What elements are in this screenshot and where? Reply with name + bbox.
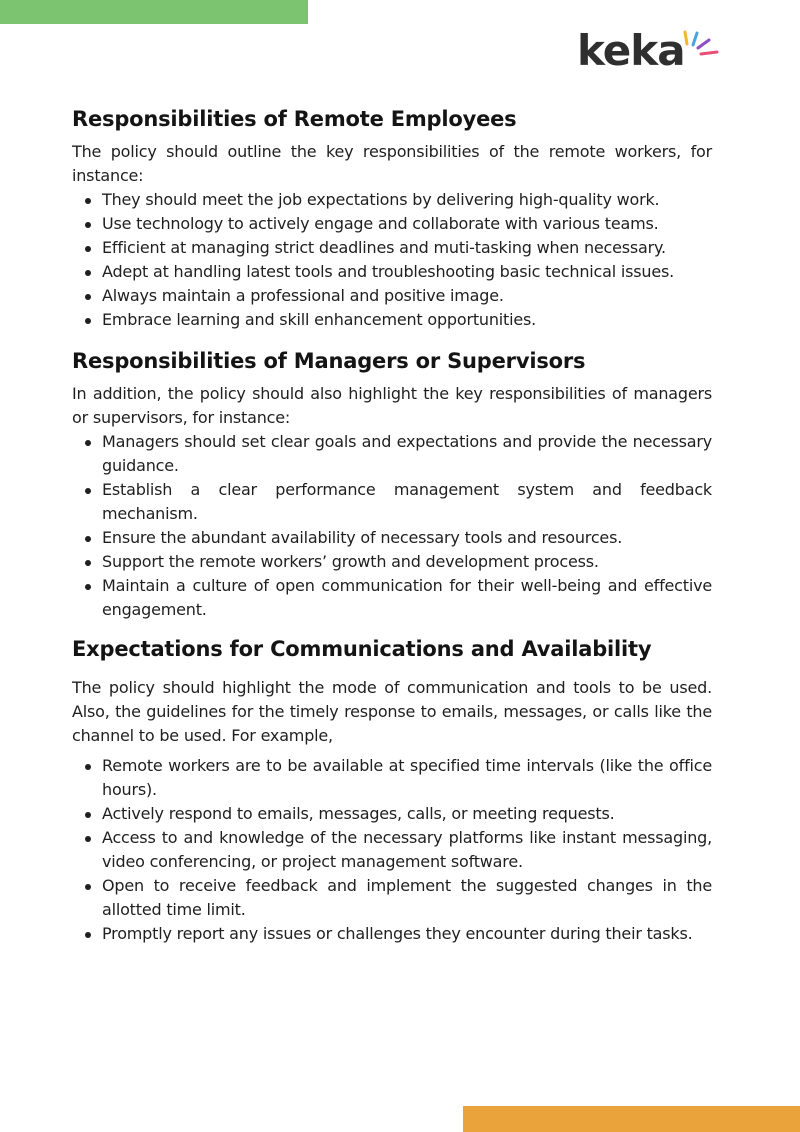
bullet-icon xyxy=(85,294,91,300)
bullet-icon xyxy=(85,932,91,938)
bullet-icon xyxy=(85,198,91,204)
section-title: Responsibilities of Managers or Supervisors xyxy=(72,349,586,373)
bullet-icon xyxy=(85,584,91,590)
list-item: Embrace learning and skill enhancement opportunities. xyxy=(72,308,712,332)
bullet-icon xyxy=(85,488,91,494)
list-item: Promptly report any issues or challenges they encounter during their tasks. xyxy=(72,922,712,946)
section-intro: The policy should highlight the mode of communication and tools to be used. Also, the guidelines for the timely response to emails, messages, or calls like the channel to be used. For example, xyxy=(72,678,712,745)
list-item: Support the remote workers’ growth and development process. xyxy=(72,550,712,574)
list-item: Always maintain a professional and positive image. xyxy=(72,284,712,308)
list-item: Remote workers are to be available at specified time intervals (like the office hours). xyxy=(72,754,712,802)
bullet-icon xyxy=(85,764,91,770)
bullet-icon xyxy=(85,836,91,842)
bullet-icon xyxy=(85,222,91,228)
list-item: Access to and knowledge of the necessary platforms like instant messaging, video conferencing, or project management software. xyxy=(72,826,712,874)
bullet-icon xyxy=(85,440,91,446)
section-remote-employees xyxy=(72,104,712,332)
list-item: Efficient at managing strict deadlines and muti-tasking when necessary. xyxy=(72,236,712,260)
bullet-icon xyxy=(85,560,91,566)
section-intro: The policy should outline the key responsibilities of the remote workers, for instance: xyxy=(72,142,712,185)
bullet-list xyxy=(72,754,712,946)
bottom-accent-bar xyxy=(463,1106,800,1132)
section-title: Expectations for Communications and Availability xyxy=(72,637,652,661)
list-item: Use technology to actively engage and collaborate with various teams. xyxy=(72,212,712,236)
section-title: Responsibilities of Remote Employees xyxy=(72,107,517,131)
logo-wordmark: keka xyxy=(577,26,685,75)
bullet-icon xyxy=(85,246,91,252)
section-managers xyxy=(72,346,712,622)
list-item: Adept at handling latest tools and troubleshooting basic technical issues. xyxy=(72,260,712,284)
list-item: Open to receive feedback and implement the suggested changes in the allotted time limit. xyxy=(72,874,712,922)
bullet-icon xyxy=(85,270,91,276)
bullet-list xyxy=(72,430,712,622)
top-accent-bar xyxy=(0,0,308,24)
logo-rays-icon xyxy=(679,28,725,58)
document-body xyxy=(72,104,712,946)
section-intro: In addition, the policy should also highlight the key responsibilities of managers or supervisors, for instance: xyxy=(72,384,712,427)
list-item: Establish a clear performance management system and feedback mechanism. xyxy=(72,478,712,526)
list-item: Managers should set clear goals and expectations and provide the necessary guidance. xyxy=(72,430,712,478)
bullet-icon xyxy=(85,318,91,324)
list-item: Actively respond to emails, messages, calls, or meeting requests. xyxy=(72,802,712,826)
bullet-icon xyxy=(85,884,91,890)
bullet-icon xyxy=(85,812,91,818)
list-item: Maintain a culture of open communication for their well-being and effective engagement. xyxy=(72,574,712,622)
section-communications xyxy=(72,634,712,946)
list-item: They should meet the job expectations by delivering high-quality work. xyxy=(72,188,712,212)
bullet-list xyxy=(72,188,712,332)
list-item: Ensure the abundant availability of necessary tools and resources. xyxy=(72,526,712,550)
keka-logo xyxy=(575,28,725,88)
bullet-icon xyxy=(85,536,91,542)
